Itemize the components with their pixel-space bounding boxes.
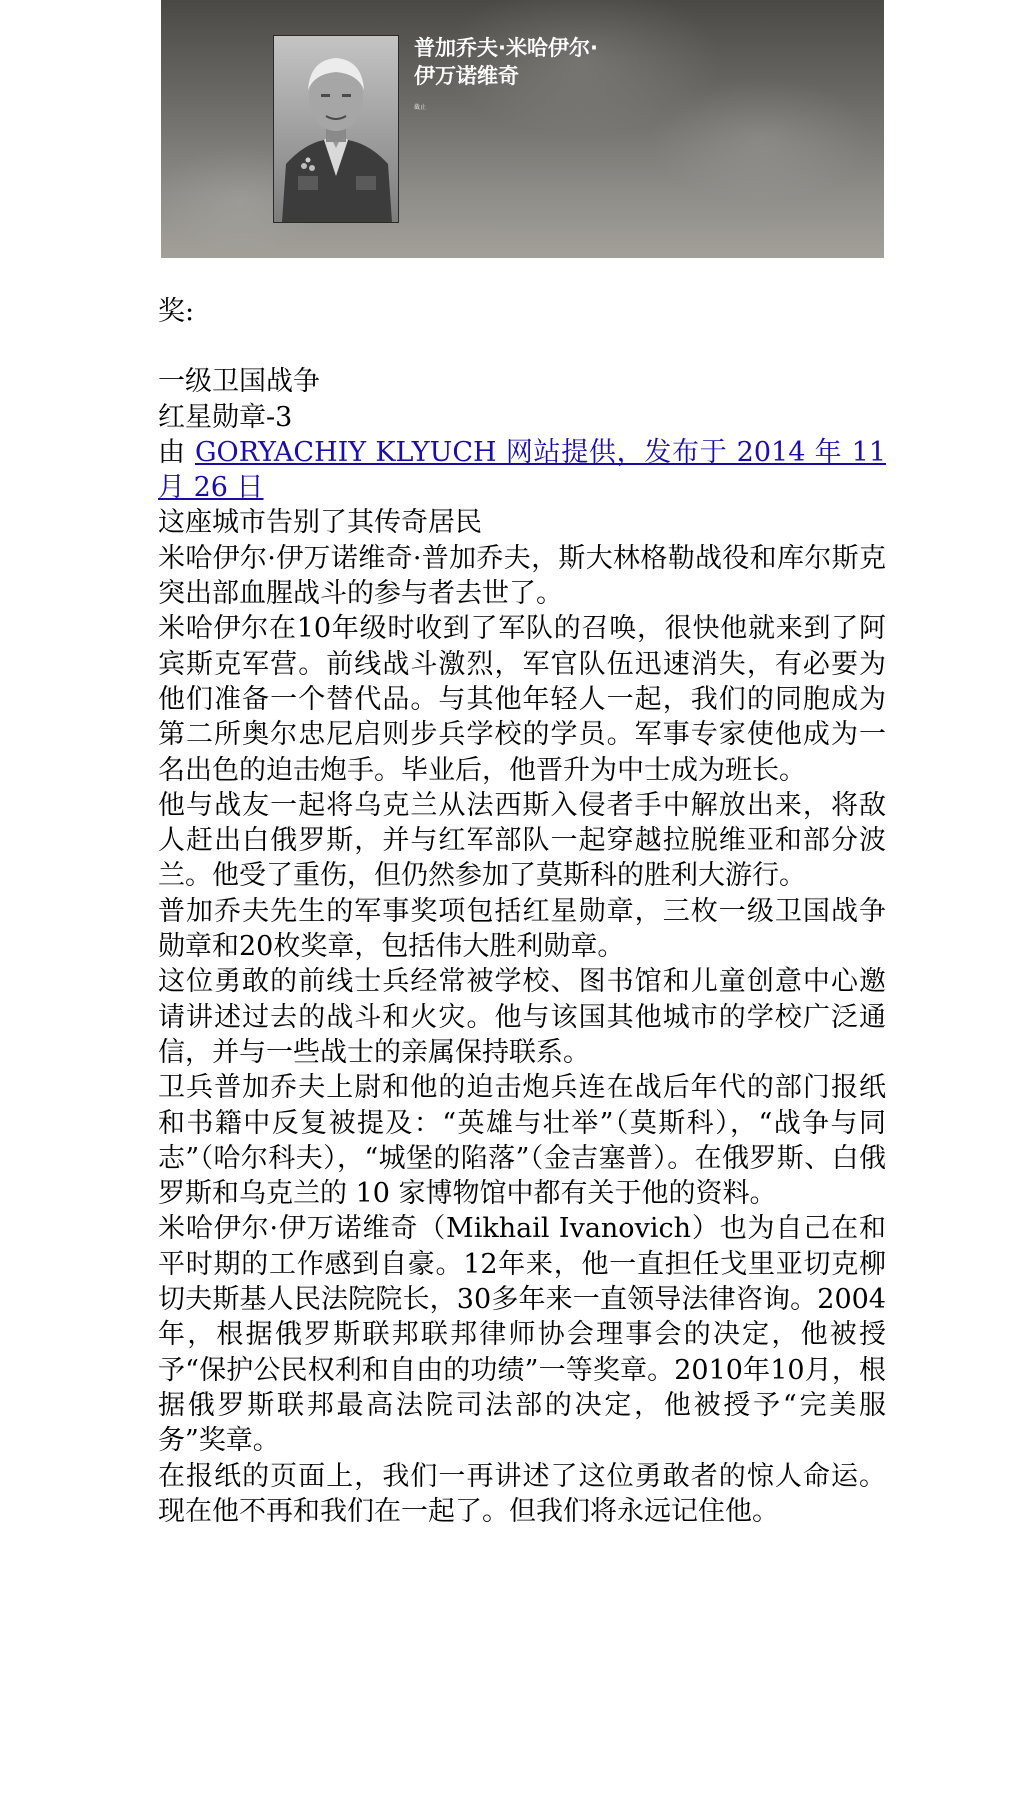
article-paragraph: 米哈伊尔·伊万诺维奇（Mikhail Ivanovich）也为自己在和平时期的工作感到自豪。12年来，他一直担任戈里亚切克柳切夫斯基人民法院院长，30多年来一直领导法律咨询。2004年，根据俄罗斯联邦联邦律师协会理事会的决定，他被授予“保护公民权利和自由的功绩”一等奖章。2010年10月，根据俄罗斯联邦最高法院司法部的决定，他被授予“完美服务”奖章。 <box>158 1213 886 1457</box>
award-item: 一级卫国战争 <box>158 366 320 398</box>
awards-heading: 奖: <box>158 296 195 327</box>
article-headline: 这座城市告别了其传奇居民 <box>158 507 482 539</box>
source-link[interactable]: GORYACHIY KLYUCH 网站提供，发布于 2014 年 11 月 26 日 <box>158 436 886 504</box>
article-paragraph: 在报纸的页面上，我们一再讲述了这位勇敢者的惊人命运。现在他不再和我们在一起了。但我们将永远记住他。 <box>158 1460 886 1527</box>
article-content <box>158 294 886 1529</box>
award-item: 红星勋章-3 <box>158 401 293 433</box>
article-paragraph: 米哈伊尔·伊万诺维奇·普加乔夫，斯大林格勒战役和库尔斯克突出部血腥战斗的参与者去世了。 <box>158 542 886 610</box>
portrait-photo <box>273 35 399 223</box>
page-column <box>158 0 886 1527</box>
article-paragraph: 这位勇敢的前线士兵经常被学校、图书馆和儿童创意中心邀请讲述过去的战斗和火灾。他与该国其他城市的学校广泛通信，并与一些战士的亲属保持联系。 <box>158 966 886 1068</box>
banner-title-line-2: 伊万诺维奇 <box>414 64 519 88</box>
banner-title-line-1: 普加乔夫·米哈伊尔· <box>414 36 598 60</box>
source-line <box>158 435 886 506</box>
portrait-illustration <box>274 36 398 222</box>
source-prefix: 由 <box>158 436 195 468</box>
article-paragraph: 米哈伊尔在10年级时收到了军队的召唤，很快他就来到了阿宾斯克军营。前线战斗激烈，军官队伍迅速消失，有必要为他们准备一个替代品。与其他年轻人一起，我们的同胞成为第二所奥尔忠尼启则步兵学校的学员。军事专家使他成为一名出色的迫击炮手。毕业后，他晋升为中士成为班长。 <box>158 613 886 786</box>
banner-title <box>414 34 714 90</box>
article-paragraph: 普加乔夫先生的军事奖项包括红星勋章，三枚一级卫国战争勋章和20枚奖章，包括伟大胜利勋章。 <box>158 895 886 963</box>
article-paragraph: 他与战友一起将乌克兰从法西斯入侵者手中解放出来，将敌人赶出白俄罗斯，并与红军部队一起穿越拉脱维亚和部分波兰。他受了重伤，但仍然参加了莫斯科的胜利大游行。 <box>158 789 886 892</box>
banner-small-text: 截止 <box>414 104 427 111</box>
article-paragraph: 卫兵普加乔夫上尉和他的迫击炮兵连在战后年代的部门报纸和书籍中反复被提及：“英雄与壮举”（莫斯科），“战争与同志”（哈尔科夫），“城堡的陷落”（金吉塞普）。在俄罗斯、白俄罗斯和乌克兰的 10 家博物馆中都有关于他的资料。 <box>158 1072 886 1210</box>
memorial-banner <box>161 0 884 258</box>
